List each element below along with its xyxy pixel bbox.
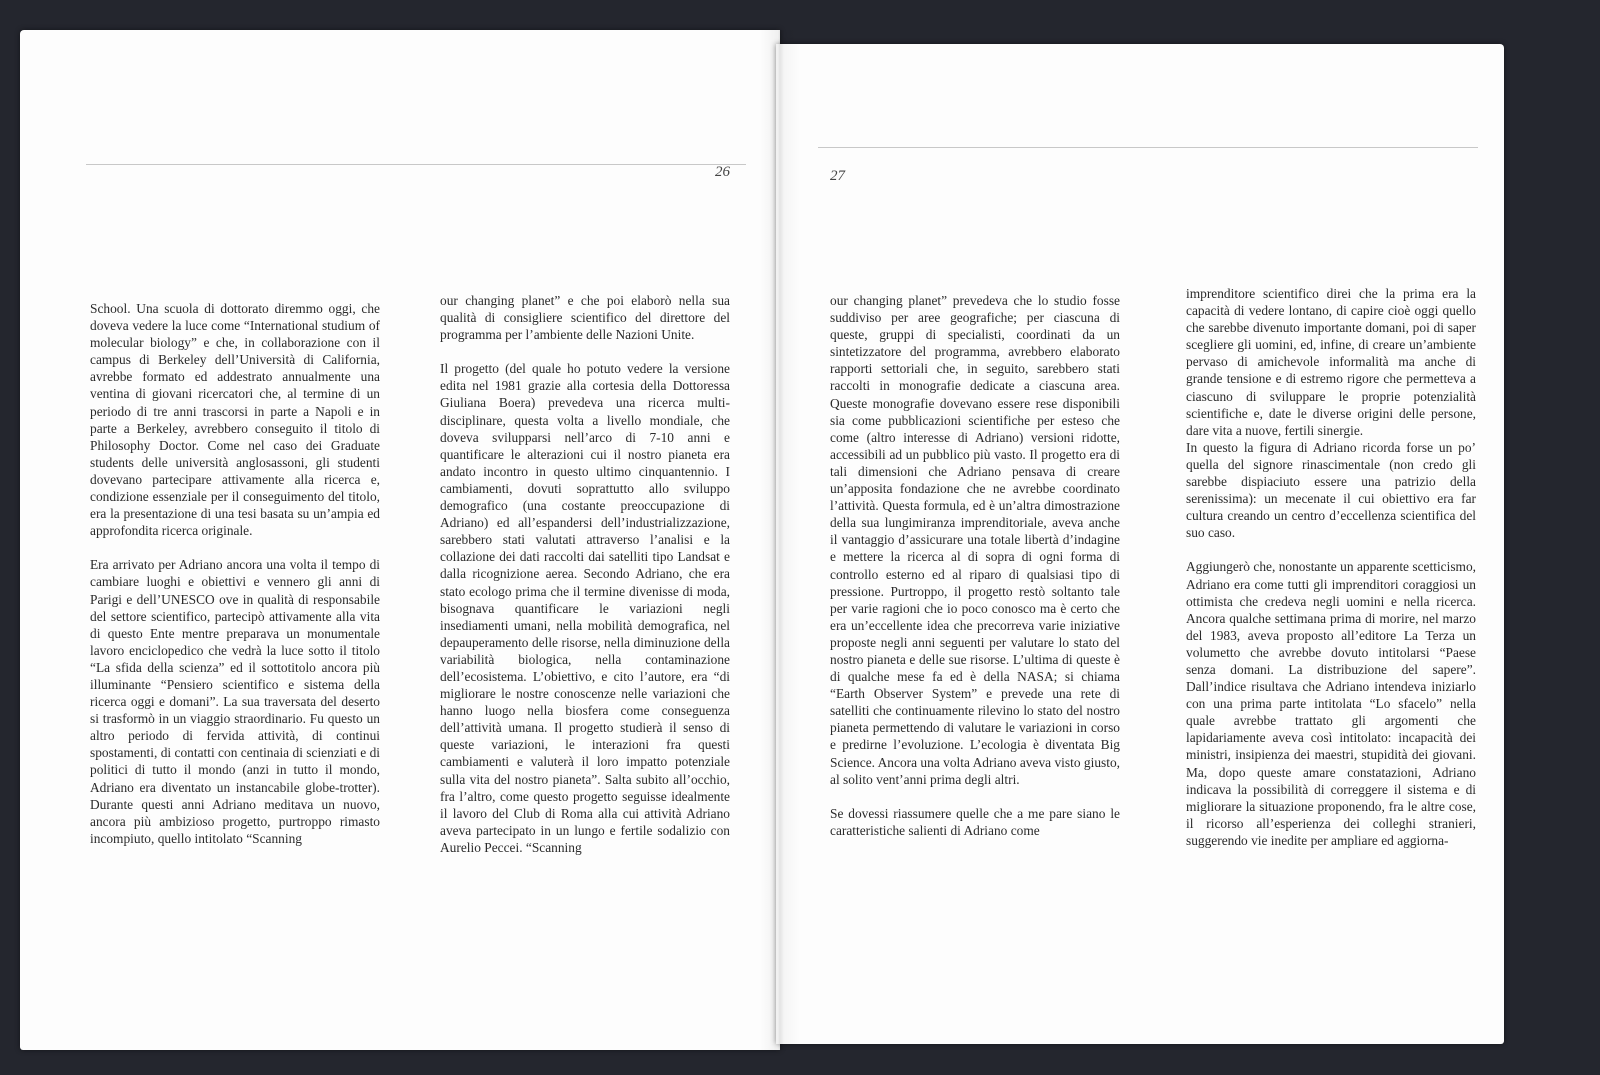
paragraph: imprenditore scientifico direi che la prima era la capacità di vedere lontano, di capire cioè oggi quello che sarebbe divenuto importante domani, poi di saper scegliere gli uomini, ed, infine, di creare un’ambiente pervaso di amichevole informalità ma anche di grande tensione e di estremo rigore che permetteva a ciascuno di sviluppare le proprie potenzialità scientifiche e, date le diverse origini delle persone, dare vita a nuove, fertili sinergie. In questo la figura di Adriano ricorda forse un po’ quella del signore rinascimentale (non credo gli sarebbe dispiaciuto essere una patrizio della serenissima): un mecenate il cui obiettivo era far cultura creando un centro d’eccellenza scientifica del suo caso. [1186, 286, 1476, 541]
text-column-3 [830, 292, 1120, 839]
text-column-1 [90, 300, 380, 847]
paragraph: Il progetto (del quale ho potuto vedere la versione edita nel 1981 grazie alla cortesia della Dottoressa Giuliana Boera) prevedeva una ricerca multi-disciplinare, questa volta a livello mondiale, che doveva svilupparsi nell’arco di 7-10 anni e quantificare le alterazioni cui il nostro pianeta era andato incontro in questo ultimo cinquantennio. I cambiamenti, dovuti soprattutto allo sviluppo demografico (una costante preoccupazione di Adriano) ed all’espandersi dell’industrializzazione, sarebbero stati valutati attraverso l’analisi e la collazione dei dati raccolti dai satelliti tipo Landsat e dalla ricognizione aerea. Secondo Adriano, che era stato ecologo prima che il termine divenisse di moda, bisognava quantificare le variazioni negli insediamenti umani, nella mobilità demografica, nel depauperamento delle risorse, nella diminuzione della variabilità biologica, nella contaminazione dell’ecosistema. L’obiettivo, e cito l’autore, era “di migliorare le nostre conoscenze nelle variazioni che hanno luogo nella biosfera come conseguenza dell’attività umana. Il progetto studierà il senso di queste variazioni, le interazioni fra questi cambiamenti e valuterà il loro impatto potenziale sulla vita del nostro pianeta”. Salta subito all’occhio, fra l’altro, come questo progetto seguisse idealmente il lavoro del Club di Roma alla cui attività Adriano aveva partecipato in un lungo e fertile sodalizio con Aurelio Peccei. “Scanning [440, 361, 730, 855]
paragraph: Aggiungerò che, nonostante un apparente scetticismo, Adriano era come tutti gli imprenditori coraggiosi un ottimista che credeva negli uomini e nella ricerca. Ancora qualche settimana prima di morire, nel marzo del 1983, aveva proposto all’editore La Terza un volumetto che avrebbe dovuto intitolarsi “Paese senza domani. La distribuzione del sapere”. Dall’indice risultava che Adriano intendeva iniziarlo con una prima parte intitolata “Lo sfacelo” nella quale avrebbe trattato gli argomenti che lapidariamente aveva così intitolato: incapacità dei ministri, insipienza dei maestri, stupidità dei giovani. Ma, dopo queste amare constatazioni, Adriano indicava la possibilità di correggere il sistema e di migliorare la situazione proponendo, fra le altre cose, il ricorso all’esperienza dei colleghi stranieri, suggerendo vie inedite per ampliare ed aggiorna- [1186, 559, 1476, 848]
paragraph: Se dovessi riassumere quelle che a me pare siano le caratteristiche salienti di Adriano come [830, 805, 1120, 838]
header-rule-right [818, 147, 1478, 148]
text-column-2 [440, 292, 730, 856]
paragraph: our changing planet” e che poi elaborò nella sua qualità di consigliere scientifico del direttore del programma per l’ambiente delle Nazioni Unite. [440, 293, 730, 343]
page-number-left: 26 [715, 164, 730, 180]
text-column-4 [1186, 285, 1476, 849]
paragraph: our changing planet” prevedeva che lo studio fosse suddiviso per aree geografiche; per ciascuna di queste, gruppi di specialisti, coordinati da un sintetizzatore del programma, avrebbero elaborato rapporti settoriali che, in seguito, sarebbero stati raccolti in monografie dedicate a ciascuna area. Queste monografie dovevano essere rese disponibili sia come pubblicazioni scientifiche per esteso che come (altro interesse di Adriano) versioni ridotte, accessibili ad un pubblico più vasto. Il progetto era di tali dimensioni che Adriano pensava di creare un’apposita fondazione che ne avrebbe coordinato l’attività. Questa formula, ed è un’altra dimostrazione della sua lungimiranza imprenditoriale, aveva anche il vantaggio d’assicurare una totale libertà d’indagine e mettere la ricerca al di sopra di ogni forma di controllo esterno ed al riparo di qualsiasi tipo di pressione. Purtroppo, il progetto restò soltanto tale per varie ragioni che io poco conosco ma è certo che era un’eccellente idea che precorreva varie iniziative proposte negli anni seguenti per valutare lo stato del nostro pianeta e delle sue risorse. L’ultima di queste è di qualche mese fa ed è della NASA; si chiama “Earth Observer System” e prevede una rete di satelliti che continuamente rilevino lo stato del nostro pianeta permettendo di valutare le variazioni in corso e predirne l’evoluzione. L’ecologia è diventata Big Science. Ancora una volta Adriano aveva visto giusto, al solito vent’anni prima degli altri. [830, 293, 1120, 787]
paragraph: Era arrivato per Adriano ancora una volta il tempo di cambiare luoghi e obiettivi e vennero gli anni di Parigi e dell’UNESCO ove in qualità di responsabile del settore scientifico, partecipò attivamente alla vita di questo Ente mentre preparava un monumentale lavoro enciclopedico che vedrà la luce sotto il titolo “La sfida della scienza” ed il sottotitolo ancora più illuminante “Pensiero scientifico e sistema della ricerca oggi e domani”. La sua traversata del deserto si trasformò in un viaggio straordinario. Fu questo un altro periodo di fervida attività, di continui spostamenti, di contatti con centinaia di scienziati e di politici di tutto il mondo (anzi in tutto il mondo, Adriano era diventato un instancabile globe-trotter). Durante questi anni Adriano meditava un nuovo, ancora più ambizioso progetto, purtroppo rimasto incompiuto, quello intitolato “Scanning [90, 557, 380, 846]
header-rule-left [86, 164, 746, 165]
page-number-right: 27 [830, 168, 845, 184]
paragraph: School. Una scuola di dottorato diremmo oggi, che doveva vedere la luce come “International studium of molecular biology” e che, in collaborazione con il campus di Berkeley dell’Università di California, avrebbe formato ed addestrato annualmente una ventina di giovani ricercatori che, al termine di un periodo di tre anni trascorsi in parte a Napoli e in parte a Berkeley, avrebbero conseguito il titolo di Philosophy Doctor. Come nel caso dei Graduate students delle università anglosassoni, gli studenti dovevano partecipare attivamente alla ricerca e, condizione essenziale per il conseguimento del titolo, era la presentazione di una tesi basata su un’ampia ed approfondita ricerca originale. [90, 301, 380, 539]
